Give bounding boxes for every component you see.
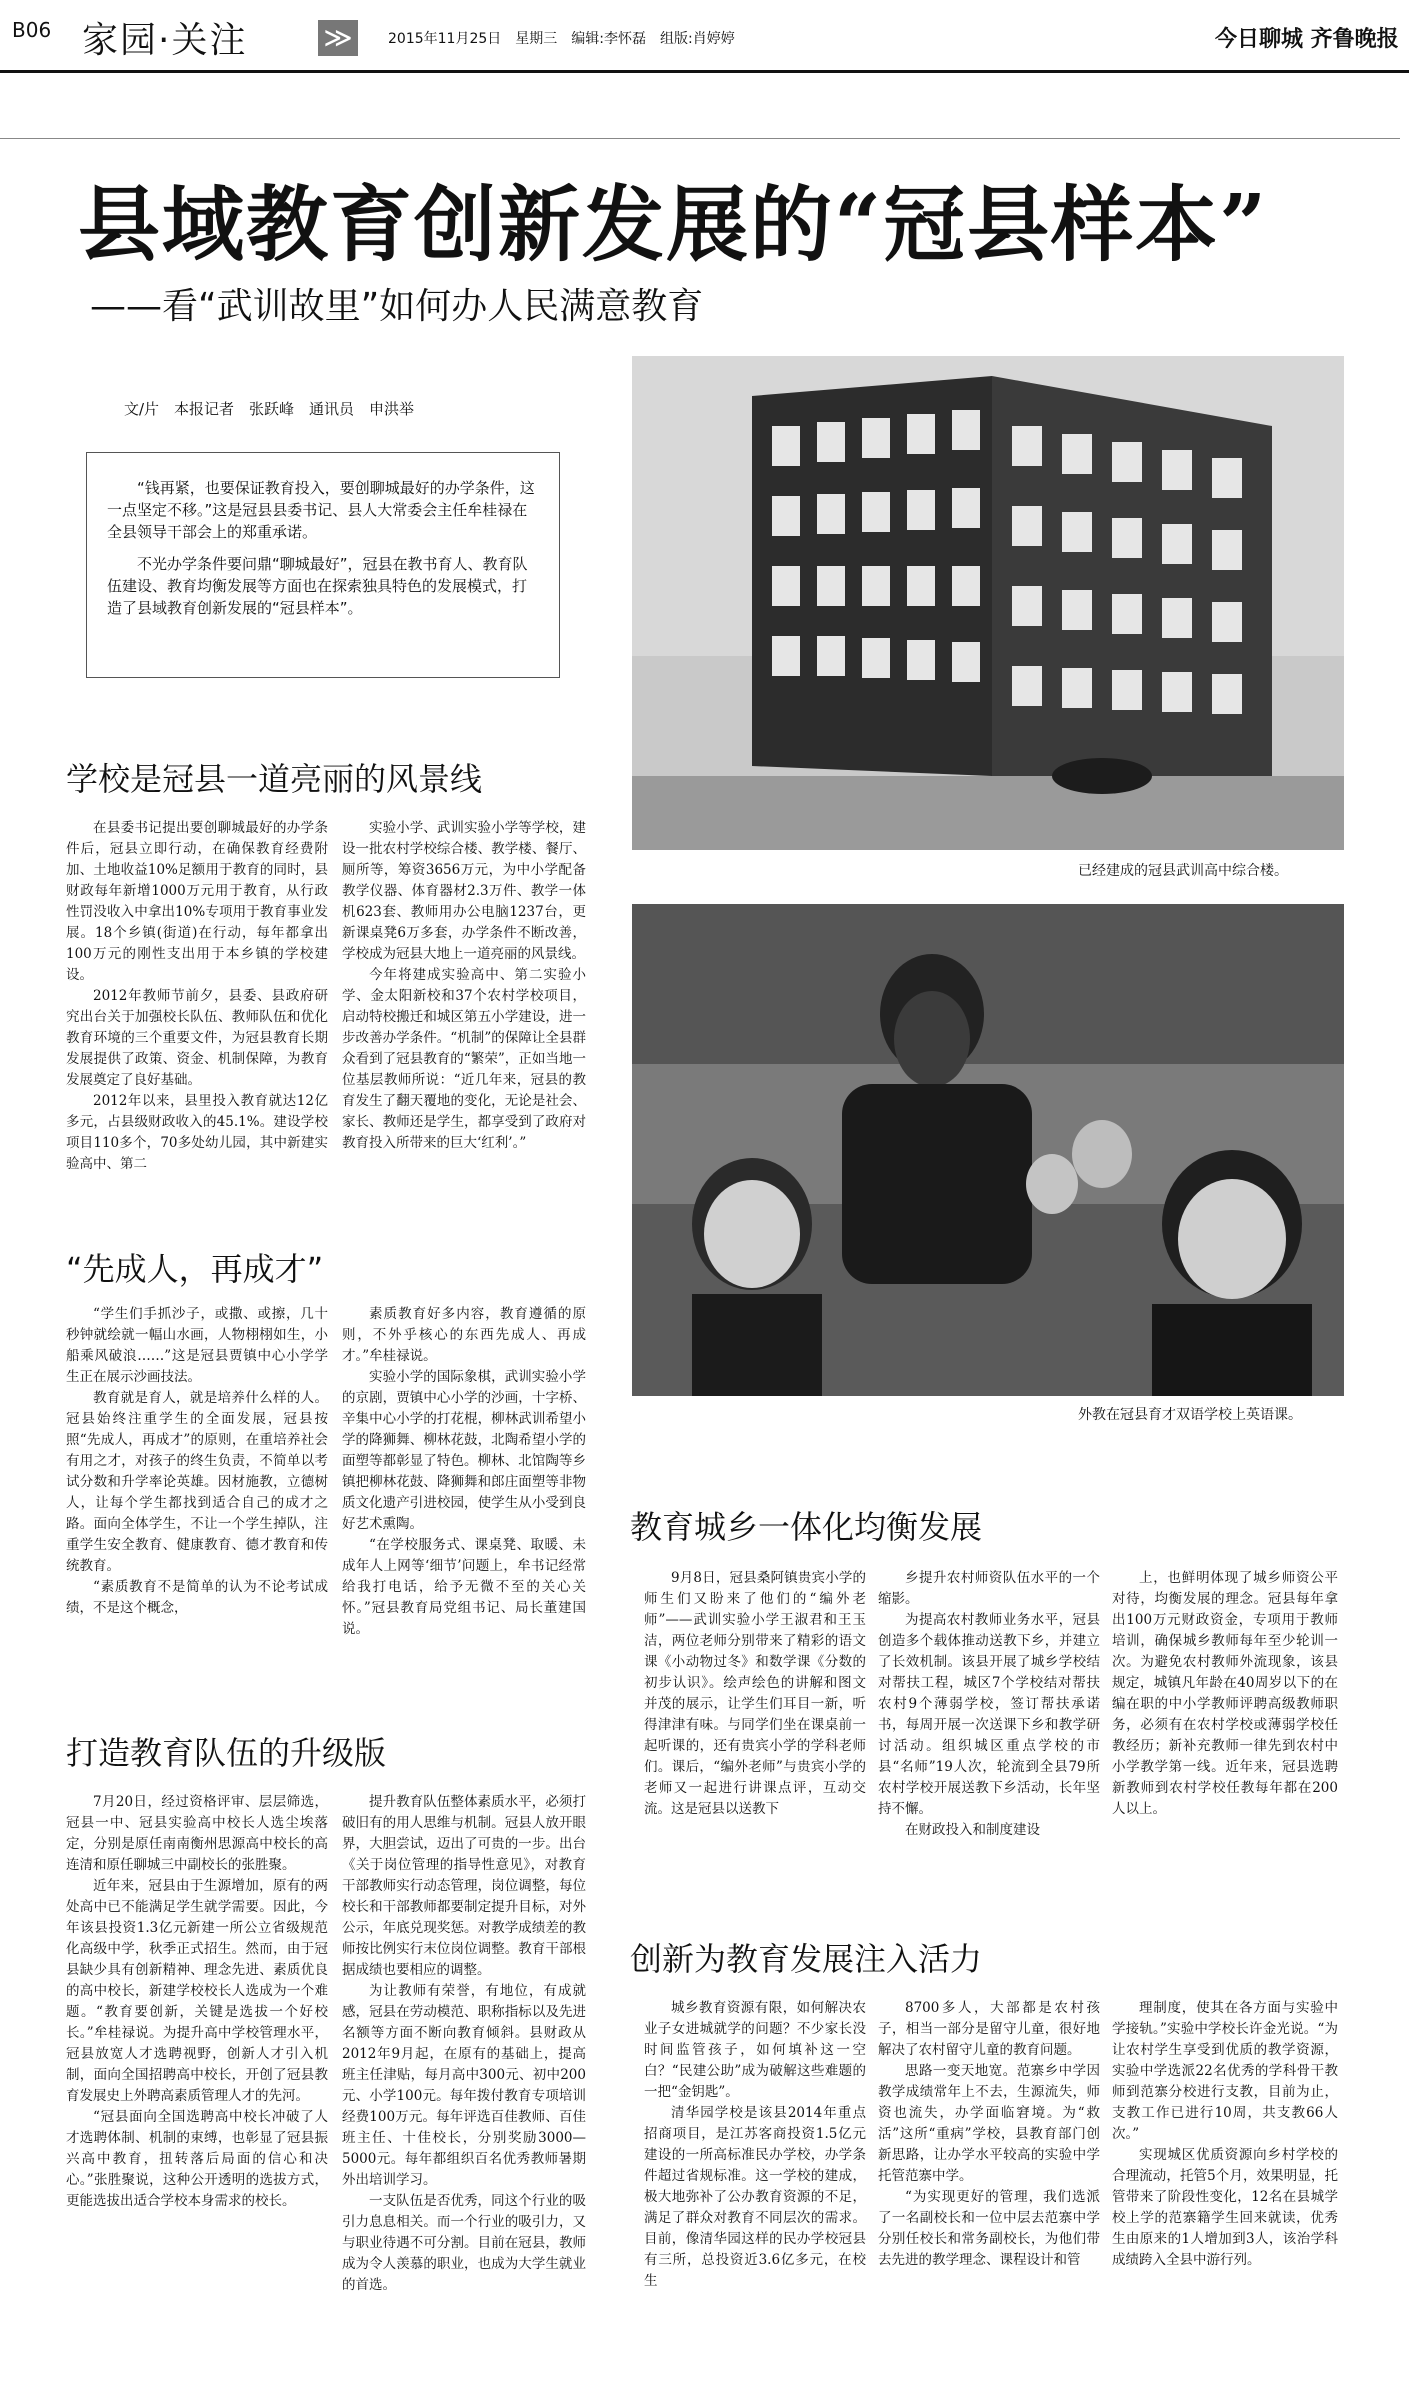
section-title: 家园·关注 [82,20,248,61]
paragraph: “学生们手抓沙子，或撒、或擦，几十秒钟就绘就一幅山水画，人物栩栩如生，小船乘风破浪……”这是冠县贾镇中心小学学生正在展示沙画技法。 [66,1306,328,1385]
paragraph: 为让教师有荣誉，有地位，有成就感，冠县在劳动模范、职称指标以及先进名额等方面不断向教育倾斜。县财政从2012年9月起，在原有的基础上，提高班主任津贴，每月高中300元、初中200元、小学100元。每年拨付教育专项培训经费100万元。每年评选百佳教师、百佳班主任、十佳校长，分别奖励3000—5000元。每年都组织百名优秀教师暑期外出培训学习。 [342,1983,586,2188]
paragraph: 在县委书记提出要创聊城最好的办学条件后，冠县立即行动，在确保教育经费附加、土地收益10%足额用于教育的同时，县财政每年新增1000万元用于教育，从行政性罚没收入中拿出10%专项用于教育事业发展。18个乡镇(街道)在行动，每年都拿出100万元的刚性支出用于本乡镇的学校建设。 [66,820,328,983]
paragraph: 上，也鲜明体现了城乡师资公平对待，均衡发展的理念。冠县每年拿出100万元财政资金，专项用于教师培训，确保城乡教师每年至少轮训一次。为避免农村教师外流现象，该县规定，城镇凡年龄在40周岁以下的在编在职的中小学教师评聘高级教师职务，必须有在农村学校或薄弱学校任教经历；新补充教师一律先到农村中小学教学第一线。近年来，冠县选聘新教师到农村学校任教每年都在200人以上。 [1112,1570,1338,1817]
intro-box [86,452,560,678]
paragraph: 提升教育队伍整体素质水平，必须打破旧有的用人思维与机制。冠县人放开眼界，大胆尝试，迈出了可贵的一步。出台《关于岗位管理的指导性意见》，对教育干部教师实行动态管理，岗位调整，每位校长和干部教师都要制定提升目标，对外公示，年底兑现奖惩。对教学成绩差的教师按比例实行末位岗位调整。教育干部根据成绩也要相应的调整。 [342,1794,586,1978]
paragraph: 为提高农村教师业务水平，冠县创造多个载体推动送教下乡，并建立了长效机制。该县开展了城乡学校结对帮扶工程，城区7个学校结对帮扶农村9个薄弱学校，签订帮扶承诺书，每周开展一次送课下乡和教学研讨活动。组织城区重点学校的市县“名师”19人次，轮流到全县79所农村学校开展送教下乡活动，长年坚持不懈。 [878,1612,1100,1817]
paragraph: 今年将建成实验高中、第二实验小学、金太阳新校和37个农村学校项目，启动特校搬迁和城区第五小学建设，进一步改善办学条件。“机制”的保障让全县群众看到了冠县教育的“繁荣”，正如当地一位基层教师所说：“近几年来，冠县的教育发生了翻天覆地的变化，无论是社会、家长、教师还是学生，都享受到了政府对教育投入所带来的巨大‘红利’。” [342,967,586,1151]
article-column [644,1998,866,2292]
paragraph: 7月20日，经过资格评审、层层筛选，冠县一中、冠县实验高中校长人选尘埃落定，分别是原任南南衡州思源高中校长的高连清和原任聊城三中副校长的张胜聚。 [66,1794,328,1873]
paragraph: 教育就是育人，就是培养什么样的人。冠县始终注重学生的全面发展，冠县按照“先成人，再成才”的原则，在重培养社会有用之才，对孩子的终生负责，不简单以考试分数和升学率论英雄。因材施教，立德树人，让每个学生都找到适合自己的成才之路。面向全体学生，不让一个学生掉队，注重学生安全教育、健康教育、德才教育和传统教育。 [66,1390,328,1574]
article-column [342,1792,586,2296]
building-illustration [632,356,1344,850]
byline: 文/片 本报记者 张跃峰 通讯员 申洪举 [124,400,415,418]
header-divider [0,138,1400,139]
paragraph: 乡提升农村师资队伍水平的一个缩影。 [878,1570,1100,1607]
section-heading: 打造教育队伍的升级版 [66,1734,387,1772]
article-column [1112,1998,1338,2271]
classroom-photo [632,904,1344,1396]
photo-caption: 已经建成的冠县武训高中综合楼。 [1078,863,1288,879]
paragraph: 素质教育好多内容，教育遵循的原则，不外乎核心的东西先成人、再成才。”牟桂禄说。 [342,1306,586,1364]
intro-paragraph: 不光办学条件要问鼎“聊城最好”，冠县在教书育人、教育队伍建设、教育均衡发展等方面也在探索独具特色的发展模式，打造了县域教育创新发展的“冠县样本”。 [107,555,528,617]
paragraph: 9月8日，冠县桑阿镇贵宾小学的师生们又盼来了他们的“编外老师”——武训实验小学王淑君和王玉洁，两位老师分别带来了精彩的语文课《小动物过冬》和数学课《分数的初步认识》。绘声绘色的讲解和图文并茂的展示，让学生们耳目一新，听得津津有味。与同学们坐在课桌前一起听课的，还有贵宾小学的学科老师们。课后，“编外老师”与贵宾小学的老师又一起进行讲课点评，互动交流。这是冠县以送教下 [644,1570,866,1817]
article-column [342,1304,586,1640]
paragraph: 城乡教育资源有限，如何解决农业子女进城就学的问题？不少家长没时间监管孩子，如何填补这一空白？“民建公助”成为破解这些难题的一把“金钥匙”。 [644,2000,866,2100]
section-heading: 教育城乡一体化均衡发展 [630,1508,983,1546]
headline: 县域教育创新发展的“冠县样本” [78,177,1269,273]
paragraph: 2012年教师节前夕，县委、县政府研究出台关于加强校长队伍、教师队伍和优化教育环境的三个重要文件，为冠县教育长期发展提供了政策、资金、机制保障，为教育发展奠定了良好基础。 [66,988,328,1088]
article-column [66,818,328,1175]
issue-meta: 2015年11月25日 星期三 编辑:李怀磊 组版:肖婷婷 [388,31,735,47]
article-column [878,1998,1100,2271]
article-column [66,1792,328,2212]
article-column [342,818,586,1154]
paragraph: “素质教育不是简单的认为不论考试成绩，不是这个概念， [66,1579,328,1616]
section-heading: 学校是冠县一道亮丽的风景线 [66,760,483,798]
subheadline: ——看“武训故里”如何办人民满意教育 [90,286,704,327]
article-column [878,1568,1100,1841]
article-column [66,1304,328,1619]
paragraph: “冠县面向全国选聘高中校长冲破了人才选聘体制、机制的束缚，也彰显了冠县振兴高中教育，扭转落后局面的信心和决心。”张胜聚说，这种公开透明的选拔方式，更能选拔出适合学校本身需求的校长。 [66,2109,328,2209]
section-heading: 创新为教育发展注入活力 [630,1940,983,1978]
paragraph: 8700多人，大部都是农村孩子，相当一部分是留守儿童，很好地解决了农村留守儿童的教育问题。 [878,2000,1100,2058]
photo-caption: 外教在冠县育才双语学校上英语课。 [1078,1407,1302,1423]
paragraph: 实现城区优质资源向乡村学校的合理流动，托管5个月，效果明显，托管带来了阶段性变化，12名在县城学校上学的范寨籍学生回来就读，优秀生由原来的1人增加到3人，该治学科成绩跨入全县中游行列。 [1112,2147,1338,2268]
classroom-illustration [632,904,1344,1396]
paragraph: 理制度，使其在各方面与实验中学接轨。”实验中学校长许金光说。“为让农村学生享受到优质的教学资源，实验中学选派22名优秀的学科骨干教师到范寨分校进行支教，目前为止，支教工作已进行10周，共支教66人次。” [1112,2000,1338,2142]
paragraph: “为实现更好的管理，我们选派了一名副校长和一位中层去范寨中学分别任校长和常务副校长，为他们带去先进的教学理念、课程设计和管 [878,2189,1100,2268]
paragraph: 清华园学校是该县2014年重点招商项目，是江苏客商投资1.5亿元建设的一所高标准民办学校，办学条件超过省规标准。这一学校的建成，极大地弥补了公办教育资源的不足，满足了群众对教育不同层次的需求。目前，像清华园这样的民办学校冠县有三所，总投资近3.6亿多元，在校生 [644,2105,866,2289]
double-arrow-icon: ≫ [318,20,358,56]
paragraph: “在学校服务式、课桌凳、取暖、未成年人上网等‘细节’问题上，牟书记经常给我打电话，给予无微不至的关心关怀。”冠县教育局党组书记、局长董建国说。 [342,1537,586,1637]
paragraph: 实验小学、武训实验小学等学校，建设一批农村学校综合楼、教学楼、餐厅、厕所等，筹资3656万元，为中小学配备教学仪器、体育器材2.3万件、教学一体机623套、教师用办公电脑1237台，更新课桌凳6万多套，办学条件不断改善，学校成为冠县大地上一道亮丽的风景线。 [342,820,586,962]
paragraph: 一支队伍是否优秀，同这个行业的吸引力息息相关。而一个行业的吸引力，又与职业待遇不可分割。目前在冠县，教师成为令人羡慕的职业，也成为大学生就业的首选。 [342,2193,586,2293]
paragraph: 2012年以来，县里投入教育就达12亿多元，占县级财政收入的45.1%。建设学校项目110多个，70多处幼儿园，其中新建实验高中、第二 [66,1093,328,1172]
paragraph: 实验小学的国际象棋，武训实验小学的京剧，贾镇中心小学的沙画，十字桥、辛集中心小学的打花棍，柳林武训希望小学的降狮舞、柳林花鼓，北陶希望小学的面塑等都彰显了特色。柳林、北馆陶等乡镇把柳林花鼓、降狮舞和郎庄面塑等非物质文化遗产引进校园，使学生从小受到良好艺术熏陶。 [342,1369,586,1532]
article-column [644,1568,866,1820]
page-number: B06 [12,18,52,42]
school-building-photo [632,356,1344,850]
newspaper-name: 今日聊城 齐鲁晚报 [1215,27,1399,52]
paragraph: 近年来，冠县由于生源增加，原有的两处高中已不能满足学生就学需要。因此，今年该县投资1.3亿元新建一所公立省级规范化高级中学，秋季正式招生。然而，由于冠县缺少具有创新精神、理念先进、素质优良的高中校长，新建学校校长人选成为一个难题。“教育要创新，关键是选拔一个好校长。”牟桂禄说。为提升高中学校管理水平，冠县放宽人才选聘视野，创新人才引入机制，面向全国招聘高中校长，开创了冠县教育发展史上外聘高素质管理人才的先河。 [66,1878,328,2104]
intro-paragraph: “钱再紧，也要保证教育投入，要创聊城最好的办学条件，这一点坚定不移。”这是冠县县委书记、县人大常委会主任牟桂禄在全县领导干部会上的郑重承诺。 [107,479,535,541]
masthead-rule [0,70,1409,73]
section-heading: “先成人，再成才” [66,1250,324,1288]
paragraph: 在财政投入和制度建设 [905,1822,1040,1838]
article-column [1112,1568,1338,1820]
paragraph: 思路一变天地宽。范寨乡中学因教学成绩常年上不去，生源流失，师资也流失，办学面临窘境。为“救活”这所“重病”学校，县教育部门创新思路，让办学水平较高的实验中学托管范寨中学。 [878,2063,1100,2184]
